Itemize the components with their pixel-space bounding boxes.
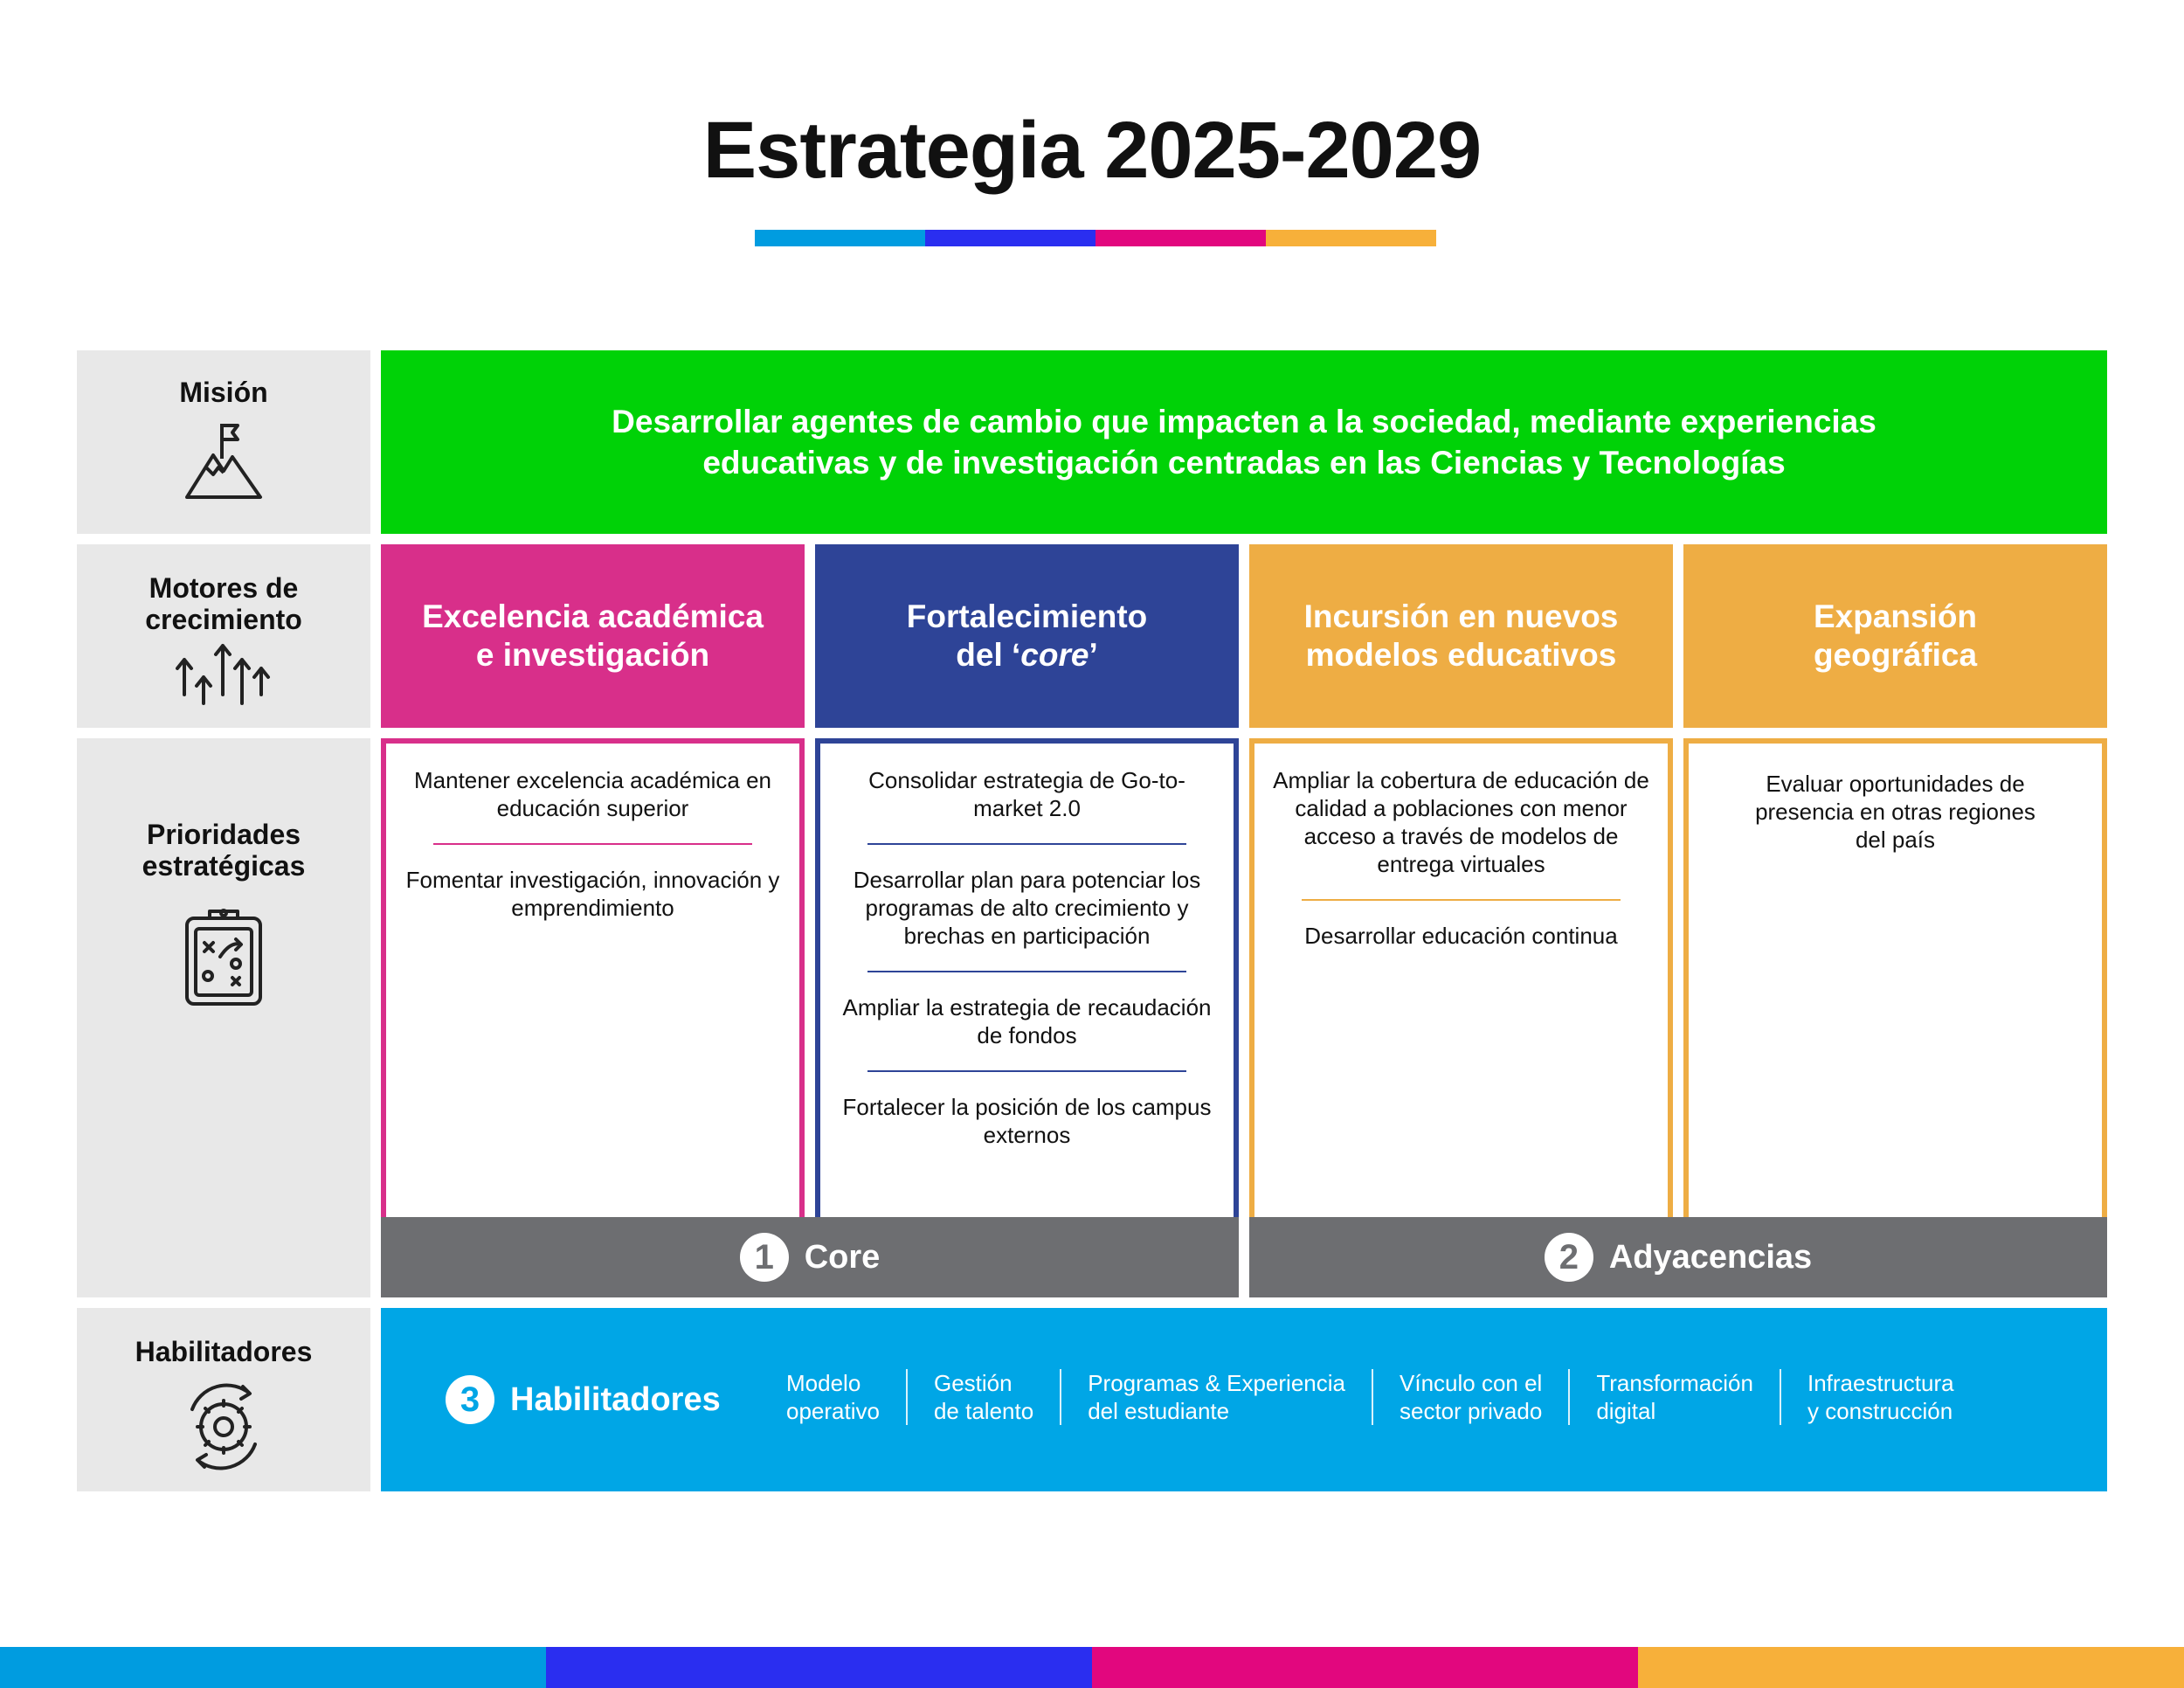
habilitadores-label: Habilitadores [135,1336,313,1367]
page-title: Estrategia 2025-2029 [702,106,1482,195]
priorities-expansion [1683,738,2107,1217]
priority-item: Ampliar la cobertura de educación de calidad a poblaciones con menor acceso a través de modelos de entrega virtuales [1273,767,1649,877]
adyacencias-number-badge: 2 [1545,1233,1593,1282]
enabler-item: Modelo operativo [786,1370,880,1424]
enabler-item: Transformación digital [1568,1369,1780,1425]
engine-title-line1: Incursión en nuevos [1303,598,1619,634]
priority-divider [867,1070,1186,1072]
engine-title-line2: e investigación [475,637,710,673]
priority-item: Desarrollar plan para potenciar los programas de alto crecimiento y brechas en participación [853,867,1201,949]
adyacencias-band [1249,1217,2107,1297]
mission-statement [381,350,2107,534]
enabler-item: Vínculo con el sector privado [1372,1369,1568,1425]
engine-title-line1: Excelencia académica [422,598,764,634]
priority-item: Ampliar la estrategia de recaudación de fondos [842,994,1212,1048]
engine-fortalecimiento [815,544,1239,728]
enablers-title-label: Habilitadores [510,1380,721,1418]
priority-divider [867,971,1186,972]
sidebar-motores [77,544,370,728]
core-band [381,1217,1239,1297]
sidebar-prioridades [77,738,370,1297]
mision-label: Misión [179,377,268,408]
enabler-item: Gestión de talento [906,1369,1060,1425]
growth-arrows-icon [176,640,272,710]
enabler-item: Infraestructura y construcción [1780,1369,1980,1425]
priority-item: Mantener excelencia académica en educación superior [413,767,772,821]
priority-item: Consolidar estrategia de Go-to-market 2.0 [868,767,1185,821]
engine-expansion [1683,544,2107,728]
adyacencias-label: Adyacencias [1608,1238,1813,1276]
engine-incursion [1249,544,1673,728]
footer-color-strip [0,1647,2184,1688]
engine-title-line2: del ‘core’ [956,637,1098,673]
enablers-title [446,1308,721,1491]
engine-excelencia [381,544,805,728]
engine-title-line2: geográfica [1813,637,1978,673]
priorities-excelencia [381,738,805,1217]
title-color-strip [755,230,1436,246]
sidebar-habilitadores [77,1308,370,1491]
priorities-fortalecimiento [815,738,1239,1217]
priority-divider [1302,899,1621,901]
priority-item: Desarrollar educación continua [1304,923,1618,949]
engine-title-line2: modelos educativos [1305,637,1617,673]
enablers-number-badge: 3 [446,1375,494,1424]
prioridades-label-line1: Prioridades [146,819,301,850]
prioridades-label-line2: estratégicas [142,850,306,882]
priority-divider [433,843,752,845]
priorities-incursion [1249,738,1673,1217]
engine-title-line1: Expansión [1813,598,1978,634]
enabler-item: Programas & Experiencia del estudiante [1060,1369,1372,1425]
mission-line-2: educativas y de investigación centradas en las Ciencias y Tecnologías [702,445,1786,481]
enablers-list [786,1369,1980,1425]
mountain-flag-icon [182,419,266,502]
motores-label-line1: Motores de [149,572,299,604]
strategy-clipboard-icon [182,906,266,1007]
priority-item: Fortalecer la posición de los campus externos [842,1094,1212,1148]
priority-item: Evaluar oportunidades de presencia en otras regiones del país [1755,771,2035,853]
core-number-badge: 1 [740,1233,789,1282]
mission-line-1: Desarrollar agentes de cambio que impacten a la sociedad, mediante experiencias [612,404,1876,439]
gear-cycle-icon [175,1378,273,1476]
core-label: Core [804,1238,881,1276]
motores-label-line2: crecimiento [145,604,302,635]
engine-title-line1: Fortalecimiento [906,598,1148,634]
priority-item: Fomentar investigación, innovación y emprendimiento [405,867,780,921]
priority-divider [867,843,1186,845]
enablers-box [381,1308,2107,1491]
sidebar-mision [77,350,370,534]
